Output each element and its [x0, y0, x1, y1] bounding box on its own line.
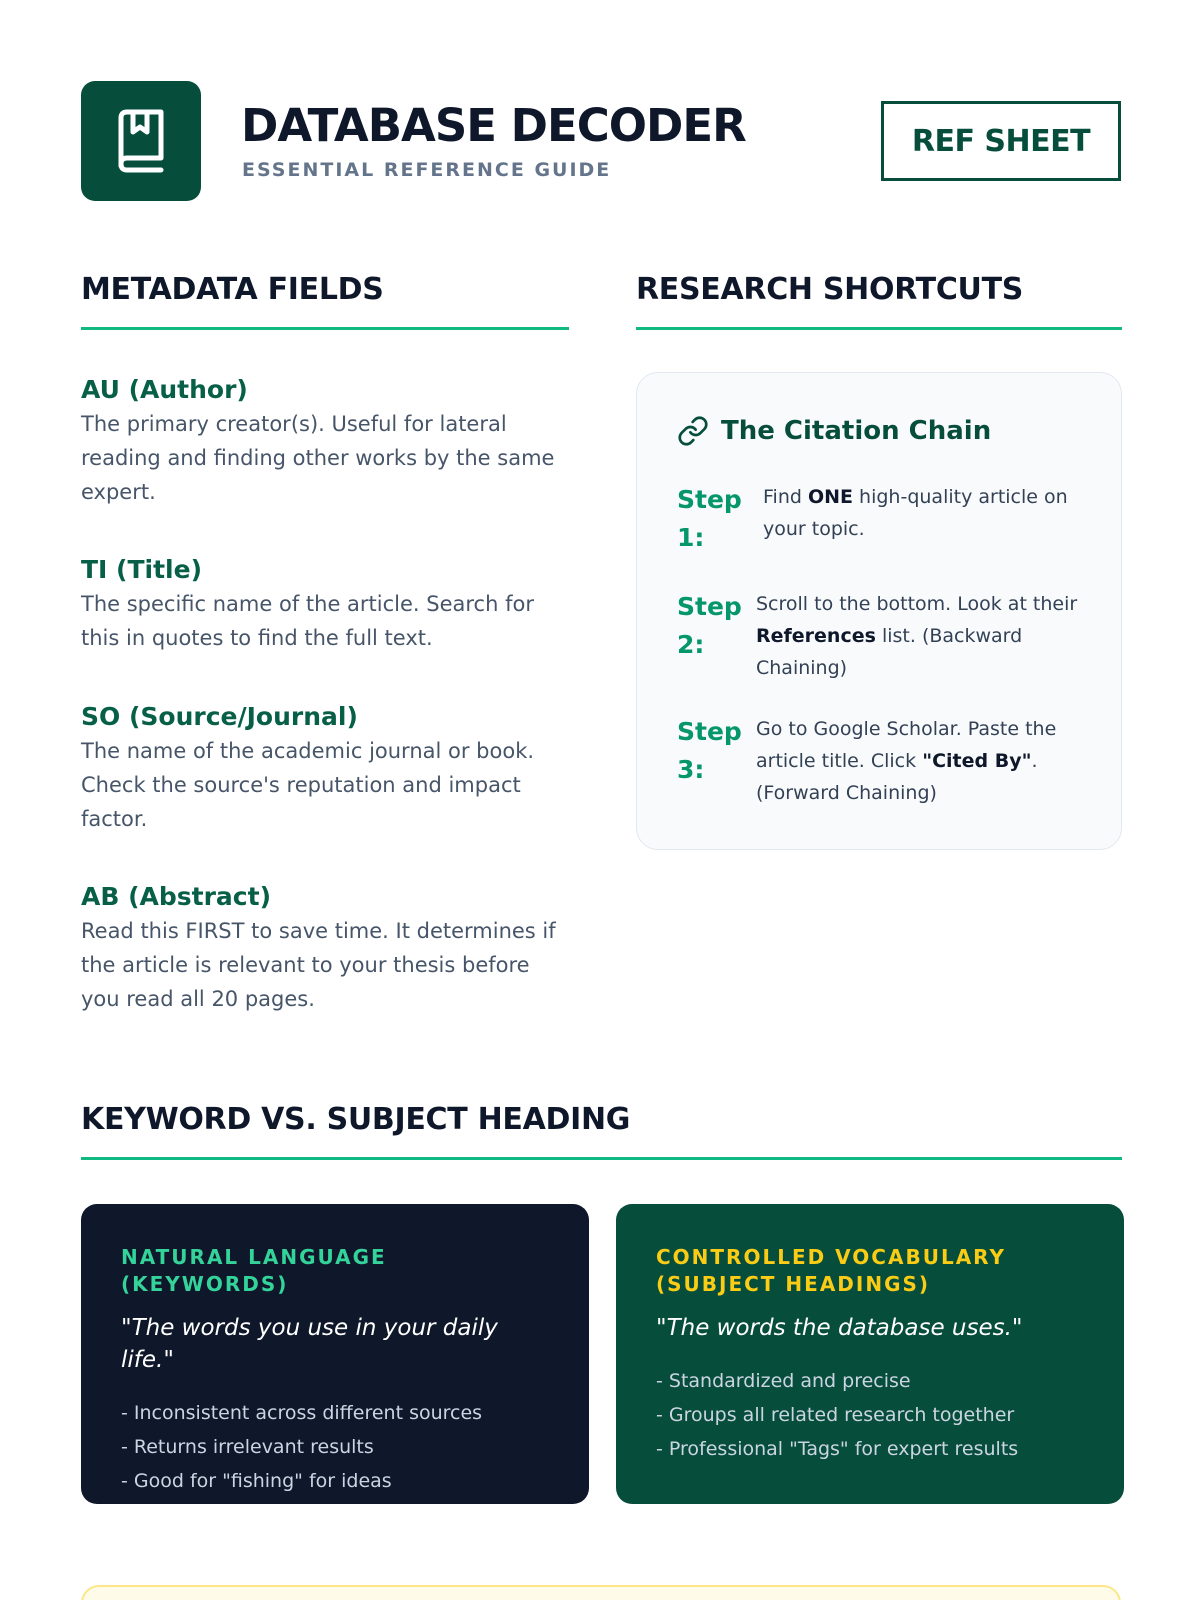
field-name: AB (Abstract): [81, 882, 272, 911]
chain-step: [677, 588, 1087, 688]
link-icon: [677, 415, 709, 447]
page-title: DATABASE DECODER: [241, 99, 746, 152]
step-label: Step 2:: [677, 592, 742, 659]
book-bookmark-icon: [113, 108, 169, 174]
metadata-field: [81, 373, 561, 509]
natural-language-quote: "The words you use in your daily life.": [121, 1315, 498, 1373]
logo: [81, 81, 201, 201]
shortcuts-heading: RESEARCH SHORTCUTS: [636, 272, 1024, 307]
field-name: AU (Author): [81, 375, 248, 404]
list-item: - Returns irrelevant results: [121, 1436, 374, 1458]
ref-sheet-badge: REF SHEET: [881, 101, 1121, 181]
citation-chain-card: [636, 372, 1122, 850]
keyword-heading: KEYWORD VS. SUBJECT HEADING: [81, 1102, 631, 1137]
list-item: - Standardized and precise: [656, 1370, 911, 1392]
keyword-divider: [81, 1157, 1122, 1160]
field-name: TI (Title): [81, 555, 203, 584]
step-text: Scroll to the bottom. Look at their References list. (Backward Chaining): [756, 593, 1078, 679]
natural-language-list: [121, 1396, 549, 1498]
field-description: The name of the academic journal or book. Check the source's reputation and impact factor.: [81, 739, 535, 831]
list-item: - Good for "fishing" for ideas: [121, 1470, 392, 1492]
tip-box: [81, 1585, 1121, 1600]
citation-chain-title: [677, 415, 991, 447]
step-text: Go to Google Scholar. Paste the article title. Click "Cited By". (Forward Chaining): [756, 718, 1057, 804]
shortcuts-divider: [636, 327, 1122, 330]
metadata-field: [81, 880, 561, 1016]
controlled-vocabulary-card: [616, 1204, 1124, 1504]
page-header: [81, 81, 1121, 201]
page-subtitle: ESSENTIAL REFERENCE GUIDE: [242, 159, 612, 181]
step-label: Step 3:: [677, 717, 742, 784]
natural-language-card: [81, 1204, 589, 1504]
step-text: Find ONE high-quality article on your topic.: [763, 486, 1068, 540]
metadata-heading: METADATA FIELDS: [81, 272, 384, 307]
field-description: Read this FIRST to save time. It determines if the article is relevant to your thesis before you read all 20 pages.: [81, 919, 556, 1011]
natural-language-heading: NATURAL LANGUAGE (KEYWORDS): [121, 1245, 387, 1296]
chain-step: [677, 713, 1087, 813]
field-description: The specific name of the article. Search for this in quotes to find the full text.: [81, 592, 534, 650]
controlled-vocabulary-heading: CONTROLLED VOCABULARY (SUBJECT HEADINGS): [656, 1245, 1006, 1296]
chain-step: [677, 481, 1087, 561]
field-name: SO (Source/Journal): [81, 702, 358, 731]
list-item: - Inconsistent across different sources: [121, 1402, 483, 1424]
metadata-divider: [81, 327, 569, 330]
citation-chain-title-text: The Citation Chain: [721, 416, 992, 446]
controlled-vocabulary-list: [656, 1364, 1084, 1466]
step-label: Step 1:: [677, 485, 742, 552]
metadata-field: [81, 553, 561, 655]
list-item: - Professional "Tags" for expert results: [656, 1438, 1019, 1460]
list-item: - Groups all related research together: [656, 1404, 1015, 1426]
metadata-field: [81, 700, 561, 836]
controlled-vocabulary-quote: "The words the database uses.": [656, 1315, 1023, 1341]
field-description: The primary creator(s). Useful for lateral reading and finding other works by the same expert.: [81, 412, 555, 504]
